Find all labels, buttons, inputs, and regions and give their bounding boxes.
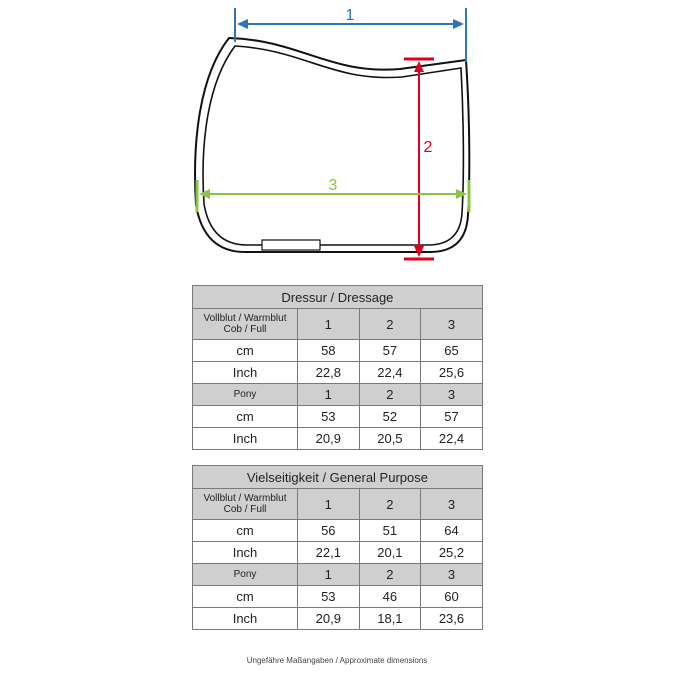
- group-label: Pony: [193, 564, 298, 586]
- value-cell: 57: [359, 340, 421, 362]
- unit-cell: Inch: [193, 362, 298, 384]
- table-row: [193, 542, 483, 564]
- value-cell: 23,6: [421, 608, 483, 630]
- dimension-2-label: 2: [423, 139, 433, 156]
- column-header-3: 3: [421, 564, 483, 586]
- column-header-3: 3: [421, 489, 483, 520]
- group-header-row: [193, 489, 483, 520]
- value-cell: 56: [298, 520, 360, 542]
- unit-cell: Inch: [193, 608, 298, 630]
- value-cell: 20,1: [359, 542, 421, 564]
- value-cell: 57: [421, 406, 483, 428]
- table-title: Dressur / Dressage: [193, 286, 483, 309]
- footnote: Ungefähre Maßangaben / Approximate dimensions: [246, 656, 428, 665]
- table-row: [193, 608, 483, 630]
- dimension-3-label: 3: [328, 177, 338, 194]
- column-header-3: 3: [421, 384, 483, 406]
- saddle-pad-diagram: [0, 0, 674, 270]
- dimension-1-label: 1: [345, 7, 355, 24]
- unit-cell: Inch: [193, 542, 298, 564]
- group-label: [193, 309, 298, 340]
- value-cell: 65: [421, 340, 483, 362]
- table-row: [193, 428, 483, 450]
- group-label-line2: Cob / Full: [223, 324, 267, 335]
- value-cell: 22,4: [421, 428, 483, 450]
- group-header-row: [193, 384, 483, 406]
- unit-cell: cm: [193, 586, 298, 608]
- dimension-2-marker: [404, 59, 434, 259]
- unit-cell: cm: [193, 520, 298, 542]
- group-label-line1: Vollblut / Warmblut: [203, 313, 287, 324]
- value-cell: 25,6: [421, 362, 483, 384]
- group-label-line2: Cob / Full: [223, 504, 267, 515]
- table-row: [193, 406, 483, 428]
- value-cell: 22,8: [298, 362, 360, 384]
- value-cell: 46: [359, 586, 421, 608]
- value-cell: 60: [421, 586, 483, 608]
- value-cell: 64: [421, 520, 483, 542]
- column-header-2: 2: [359, 384, 421, 406]
- unit-cell: cm: [193, 406, 298, 428]
- value-cell: 20,9: [298, 608, 360, 630]
- table-row: [193, 520, 483, 542]
- column-header-2: 2: [359, 564, 421, 586]
- value-cell: 22,4: [359, 362, 421, 384]
- unit-cell: cm: [193, 340, 298, 362]
- column-header-1: 1: [298, 384, 360, 406]
- value-cell: 18,1: [359, 608, 421, 630]
- value-cell: 22,1: [298, 542, 360, 564]
- table-row: [193, 340, 483, 362]
- unit-cell: Inch: [193, 428, 298, 450]
- value-cell: 25,2: [421, 542, 483, 564]
- column-header-1: 1: [298, 309, 360, 340]
- value-cell: 53: [298, 586, 360, 608]
- value-cell: 58: [298, 340, 360, 362]
- value-cell: 20,9: [298, 428, 360, 450]
- group-label: Pony: [193, 384, 298, 406]
- dressage-size-table: [192, 285, 483, 450]
- column-header-2: 2: [359, 309, 421, 340]
- table-title-row: [193, 466, 483, 489]
- general-purpose-size-table: [192, 465, 483, 630]
- table-row: [193, 586, 483, 608]
- column-header-1: 1: [298, 564, 360, 586]
- table-title: Vielseitigkeit / General Purpose: [193, 466, 483, 489]
- value-cell: 52: [359, 406, 421, 428]
- column-header-1: 1: [298, 489, 360, 520]
- group-label: [193, 489, 298, 520]
- table-title-row: [193, 286, 483, 309]
- value-cell: 53: [298, 406, 360, 428]
- value-cell: 51: [359, 520, 421, 542]
- group-header-row: [193, 564, 483, 586]
- column-header-2: 2: [359, 489, 421, 520]
- table-row: [193, 362, 483, 384]
- column-header-3: 3: [421, 309, 483, 340]
- group-header-row: [193, 309, 483, 340]
- value-cell: 20,5: [359, 428, 421, 450]
- group-label-line1: Vollblut / Warmblut: [203, 493, 287, 504]
